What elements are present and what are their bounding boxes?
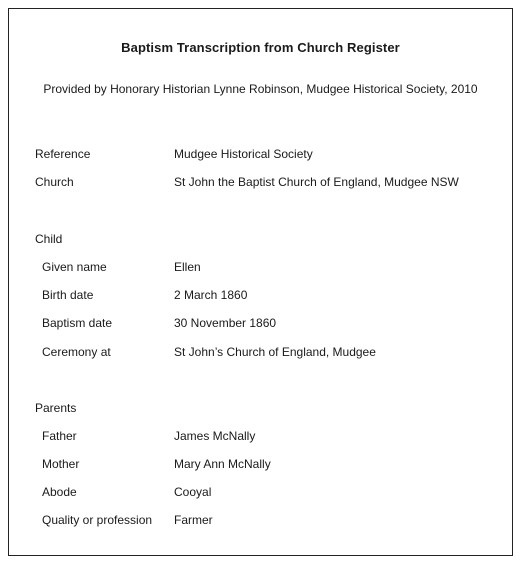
father-value: James McNally	[174, 429, 256, 443]
abode-row	[9, 483, 512, 501]
document-subtitle: Provided by Honorary Historian Lynne Robinson, Mudgee Historical Society, 2010	[43, 82, 478, 96]
mother-value: Mary Ann McNally	[174, 457, 271, 471]
reference-value: Mudgee Historical Society	[174, 147, 313, 161]
church-value: St John the Baptist Church of England, Mudgee NSW	[174, 175, 459, 189]
baptism-date-value: 30 November 1860	[174, 316, 277, 330]
abode-label: Abode	[42, 485, 77, 499]
father-label: Father	[42, 429, 77, 443]
child-heading: Child	[35, 232, 63, 246]
ceremony-value: St John’s Church of England, Mudgee	[174, 345, 376, 359]
mother-row	[9, 455, 512, 473]
given-name-value: Ellen	[174, 260, 201, 274]
church-label: Church	[35, 175, 74, 189]
profession-label: Quality or profession	[42, 513, 153, 527]
birth-date-value: 2 March 1860	[174, 288, 248, 302]
ceremony-label: Ceremony at	[42, 345, 111, 359]
abode-value: Cooyal	[174, 485, 212, 499]
mother-label: Mother	[42, 457, 80, 471]
given-name-label: Given name	[42, 260, 107, 274]
reference-row	[9, 145, 512, 163]
baptism-date-label: Baptism date	[42, 316, 113, 330]
birth-date-row	[9, 286, 512, 304]
document-frame	[8, 8, 513, 556]
reference-label: Reference	[35, 147, 91, 161]
ceremony-row	[9, 343, 512, 361]
parents-heading: Parents	[35, 401, 77, 415]
birth-date-label: Birth date	[42, 288, 94, 302]
given-name-row	[9, 258, 512, 276]
baptism-date-row	[9, 314, 512, 332]
church-row	[9, 173, 512, 191]
profession-row	[9, 511, 512, 529]
father-row	[9, 427, 512, 445]
profession-value: Farmer	[174, 513, 213, 527]
document-title: Baptism Transcription from Church Register	[121, 40, 400, 55]
